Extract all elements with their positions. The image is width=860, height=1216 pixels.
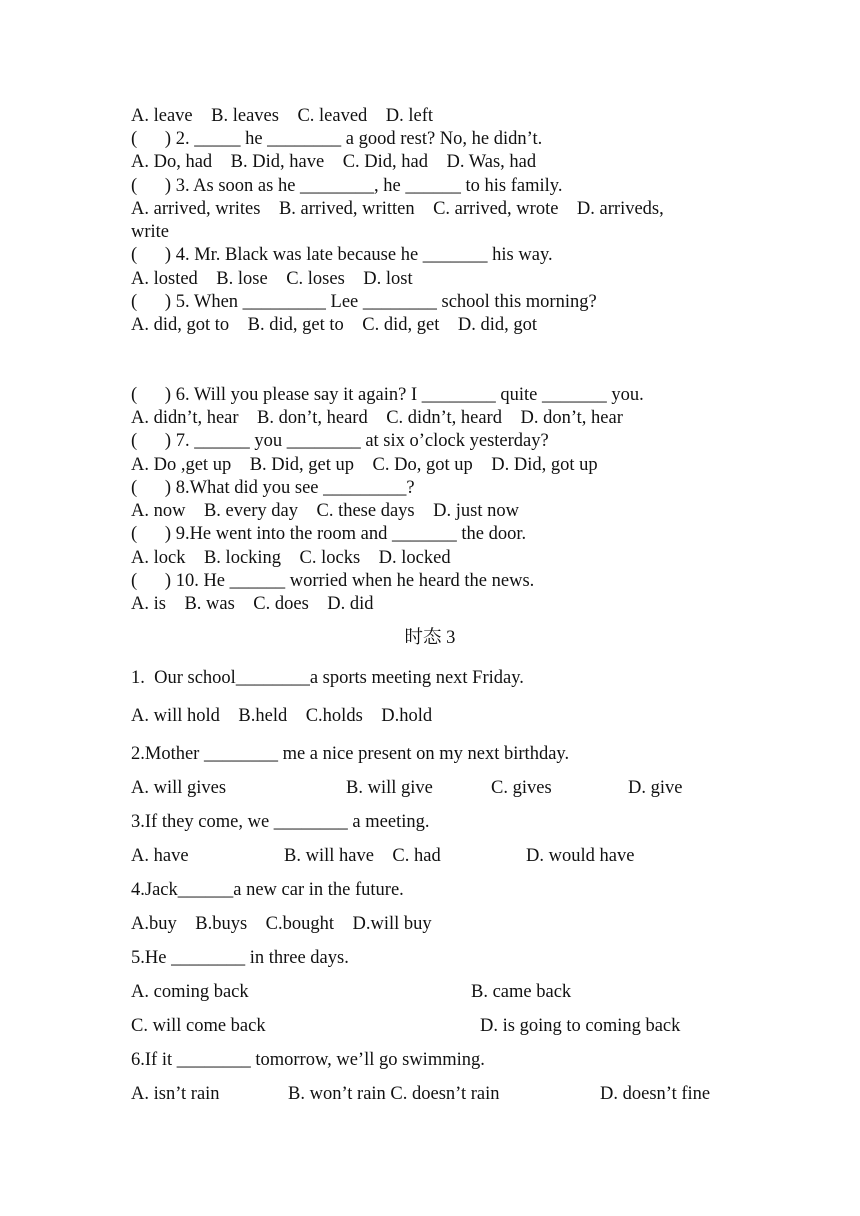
t3-q5-question: 5.He ________ in three days. [131, 948, 349, 968]
q8-question: ( ) 8.What did you see _________? [131, 478, 415, 498]
t3-q6-question: 6.If it ________ tomorrow, we’ll go swimming. [131, 1050, 485, 1070]
t3-q6-option-d: D. doesn’t fine [600, 1084, 711, 1104]
t3-q3-option-d: D. would have [526, 846, 635, 866]
t3-q2-option-d: D. give [628, 778, 683, 798]
t3-q3-option-a: A. have [131, 846, 189, 866]
t3-q5-option-a: A. coming back [131, 982, 249, 1002]
q7-options: A. Do ,get up B. Did, get up C. Do, got up D. Did, got up [131, 455, 598, 475]
q10-options: A. is B. was C. does D. did [131, 594, 374, 614]
q10-question: ( ) 10. He ______ worried when he heard the news. [131, 571, 535, 591]
t3-q2-option-b: B. will give [346, 778, 433, 798]
q4-options: A. losted B. lose C. loses D. lost [131, 269, 413, 289]
t3-q3-option-bc: B. will have C. had [284, 846, 441, 866]
q3-question: ( ) 3. As soon as he ________, he ______ to his family. [131, 176, 563, 196]
t3-q1-question: 1. Our school________a sports meeting next Friday. [131, 668, 524, 688]
q4-question: ( ) 4. Mr. Black was late because he _______ his way. [131, 245, 553, 265]
t3-q6-option-a: A. isn’t rain [131, 1084, 220, 1104]
q7-question: ( ) 7. ______ you ________ at six o’clock yesterday? [131, 431, 549, 451]
section-title: 时态 3 [404, 628, 456, 648]
t3-q5-option-d: D. is going to coming back [480, 1016, 681, 1036]
q6-question: ( ) 6. Will you please say it again? I ________ quite _______ you. [131, 385, 644, 405]
q8-options: A. now B. every day C. these days D. just now [131, 501, 519, 521]
t3-q5-option-b: B. came back [471, 982, 572, 1002]
q2-options: A. Do, had B. Did, have C. Did, had D. Was, had [131, 152, 537, 172]
q5-question: ( ) 5. When _________ Lee ________ school this morning? [131, 292, 597, 312]
q1-options: A. leave B. leaves C. leaved D. left [131, 106, 434, 126]
t3-q6-option-bc: B. won’t rain C. doesn’t rain [288, 1084, 500, 1104]
q5-options: A. did, got to B. did, get to C. did, get D. did, got [131, 315, 537, 335]
q6-options: A. didn’t, hear B. don’t, heard C. didn’t, heard D. don’t, hear [131, 408, 623, 428]
q9-question: ( ) 9.He went into the room and _______ the door. [131, 524, 527, 544]
t3-q2-option-c: C. gives [491, 778, 552, 798]
q2-question: ( ) 2. _____ he ________ a good rest? No, he didn’t. [131, 129, 543, 149]
t3-q3-question: 3.If they come, we ________ a meeting. [131, 812, 430, 832]
q3-options-wrap: write [131, 222, 170, 242]
t3-q1-options: A. will hold B.held C.holds D.hold [131, 706, 433, 726]
q9-options: A. lock B. locking C. locks D. locked [131, 548, 451, 568]
q3-options: A. arrived, writes B. arrived, written C. arrived, wrote D. arriveds, [131, 199, 664, 219]
t3-q2-option-a: A. will gives [131, 778, 227, 798]
t3-q4-question: 4.Jack______a new car in the future. [131, 880, 404, 900]
t3-q4-options: A.buy B.buys C.bought D.will buy [131, 914, 432, 934]
t3-q5-option-c: C. will come back [131, 1016, 266, 1036]
t3-q2-question: 2.Mother ________ me a nice present on my next birthday. [131, 744, 570, 764]
